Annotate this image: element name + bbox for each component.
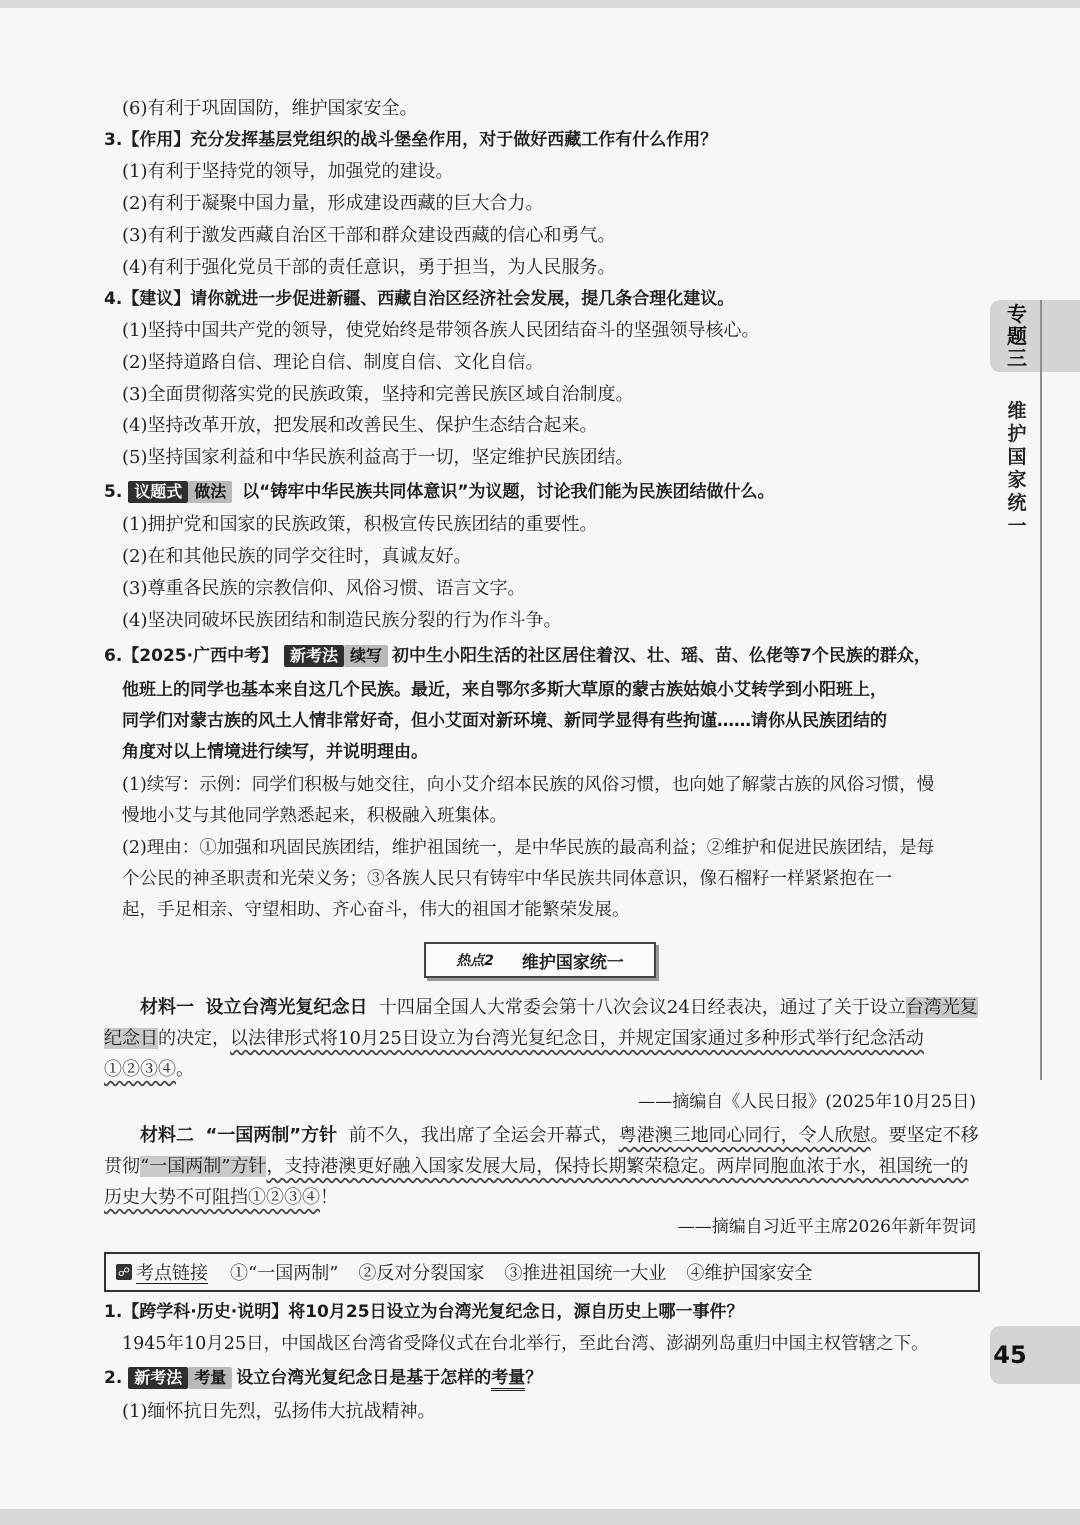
link-item-1: ①“一国两制” xyxy=(230,1263,339,1284)
q6-answer1-line-1: (1)续写：示例：同学们积极与她交往，向小艾介绍本民族的风俗习惯，也向她了解蒙古族的风俗习惯，慢 xyxy=(122,775,935,795)
link-icon: ☍ xyxy=(117,1265,131,1279)
q5-answer-1: (1)拥护党和国家的民族政策，积极宣传民族团结的重要性。 xyxy=(122,514,598,535)
section-tab xyxy=(990,300,1080,372)
q4-answer-1: (1)坚持中国共产党的领导，使党始终是带领各族人民团结奋斗的坚强领导核心。 xyxy=(122,320,760,341)
link-item-4: ④维护国家安全 xyxy=(686,1263,813,1284)
material-2-wavy-b: ，支持港澳更好融入国家发展大局，保持长期繁荣稳定。两岸同胞血浓于水，祖国统一的历史大势不可阻挡①②③④ xyxy=(104,1156,969,1208)
q5-number: 5. xyxy=(104,482,123,502)
q3-stem: 3.【作用】充分发挥基层党组织的战斗堡垒作用，对于做好西藏工作有什么作用？ xyxy=(104,130,718,150)
top-shade xyxy=(0,0,1080,8)
q4-answer-4: (4)坚持改革开放，把发展和改善民生、保护生态结合起来。 xyxy=(122,415,598,436)
material-1-heading: 设立台湾光复纪念日 xyxy=(205,997,368,1018)
q4-answer-2: (2)坚持道路自信、理论自信、制度自信、文化自信。 xyxy=(122,352,544,373)
q6-tag-new: 新考法 xyxy=(284,645,344,667)
q4-answer-5: (5)坚持国家利益和中华民族利益高于一切，坚定维护民族团结。 xyxy=(122,447,634,468)
bq2-number: 2. xyxy=(104,1368,123,1388)
side-rule xyxy=(1040,300,1042,1080)
link-item-3: ③推进祖国统一大业 xyxy=(504,1263,667,1284)
q4-answer-3: (3)全面贯彻落实党的民族政策，坚持和完善民族区域自治制度。 xyxy=(122,384,634,405)
material-1-end: 。 xyxy=(176,1059,194,1080)
material-2 xyxy=(104,1120,984,1213)
material-2-highlight: “一国两制”方针 xyxy=(140,1156,267,1177)
material-1-highlight: 台湾光复纪念日 xyxy=(104,997,978,1049)
bq2-tag-consider: 考量 xyxy=(188,1367,232,1389)
page-number-tab xyxy=(990,1326,1080,1384)
material-2-text-b: 。要坚定不移贯彻 xyxy=(104,1125,979,1177)
material-2-label: 材料二 xyxy=(140,1125,194,1146)
bq2-answer-1: (1)缅怀抗日先烈，弘扬伟大抗战精神。 xyxy=(122,1401,436,1422)
material-2-source: ——摘编自习近平主席2026年新年贺词 xyxy=(677,1217,976,1237)
q6-number: 6. xyxy=(104,646,123,666)
prev-answer-6: (6)有利于巩固国防，维护国家安全。 xyxy=(122,98,418,119)
q4-stem: 4.【建议】请你就进一步促进新疆、西藏自治区经济社会发展，提几条合理化建议。 xyxy=(104,289,735,309)
section-tab-label: 专题三 xyxy=(1007,302,1027,370)
bq1-stem: 1.【跨学科·历史·说明】将10月25日设立为台湾光复纪念日，源自历史上哪一事件？ xyxy=(104,1302,744,1322)
q3-answer-1: (1)有利于坚持党的领导，加强党的建设。 xyxy=(122,161,454,182)
material-1 xyxy=(104,992,984,1085)
q6-answer2-line-1: (2)理由：①加强和巩固民族团结，维护祖国统一，是中华民族的最高利益；②维护和促进民族团结，是每 xyxy=(122,838,935,858)
q6-stem-line-1 xyxy=(104,643,931,669)
q3-answer-4: (4)有利于强化党员干部的责任意识，勇于担当，为人民服务。 xyxy=(122,257,616,278)
link-item-2: ②反对分裂国家 xyxy=(358,1263,485,1284)
q6-stem-line-2: 他班上的同学也基本来自这几个民族。最近，来自鄂尔多斯大草原的蒙古族姑娘小艾转学到小阳班上， xyxy=(122,680,887,700)
bottom-shade xyxy=(0,1509,1080,1525)
q3-answer-3: (3)有利于激发西藏自治区干部和群众建设西藏的信心和勇气。 xyxy=(122,225,616,246)
material-1-wavy: 以法律形式将10月25日设立为台湾光复纪念日，并规定国家通过多种形式举行纪念活动①②③④ xyxy=(104,1028,924,1080)
page-number: 45 xyxy=(993,1341,1027,1369)
q5-stem-line xyxy=(104,479,775,505)
material-2-wavy-a: 粤港澳三地同心同行，令人欣慰 xyxy=(618,1125,871,1146)
hot-point-label: 热点2 xyxy=(456,953,494,969)
material-2-end: ！ xyxy=(320,1187,338,1208)
material-2-heading: “一国两制”方针 xyxy=(205,1125,338,1146)
q6-source: 【2025·广西中考】 xyxy=(122,646,279,666)
q6-tag-continue: 续写 xyxy=(344,645,388,667)
material-1-source: ——摘编自《人民日报》(2025年10月25日) xyxy=(638,1092,976,1112)
q6-answer2-line-3: 起，手足相亲、守望相助、齐心奋斗，伟大的祖国才能繁荣发展。 xyxy=(122,900,630,920)
q6-answer1-line-2: 慢地小艾与其他同学熟悉起来，积极融入班集体。 xyxy=(122,806,507,826)
q3-answer-2: (2)有利于凝聚中国力量，形成建设西藏的巨大合力。 xyxy=(122,193,544,214)
q6-answer2-line-2: 个公民的神圣职责和光荣义务；③各族人民只有铸牢中华民族共同体意识，像石榴籽一样紧紧抱在一 xyxy=(122,869,892,889)
link-box-label: 考点链接 xyxy=(136,1263,208,1284)
q6-stem-line-4: 角度对以上情境进行续写，并说明理由。 xyxy=(122,742,428,762)
material-1-text-a: 十四届全国人大常委会第十八次会议24日经表决，通过了关于设立 xyxy=(378,997,906,1018)
bq2-stem-line xyxy=(104,1365,542,1391)
hot-point-title: 维护国家统一 xyxy=(521,952,624,973)
q6-stem-line-3: 同学们对蒙古族的风土人情非常好奇，但小艾面对新环境、新同学显得有些拘谨……请你从民族团结的 xyxy=(122,711,887,731)
q6-stem-1: 初中生小阳生活的社区居住着汉、壮、瑶、苗、仫佬等7个民族的群众， xyxy=(392,646,931,666)
q5-tag-topic: 议题式 xyxy=(128,481,188,503)
bq2-stem-end: ？ xyxy=(525,1368,543,1388)
material-1-label: 材料一 xyxy=(140,997,194,1018)
q5-tag-method: 做法 xyxy=(188,481,232,503)
bq2-tag-new: 新考法 xyxy=(128,1367,188,1389)
q5-answer-4: (4)坚决同破坏民族团结和制造民族分裂的行为作斗争。 xyxy=(122,610,562,631)
q5-stem: 以“铸牢中华民族共同体意识”为议题，讨论我们能为民族团结做什么。 xyxy=(242,482,775,502)
q5-answer-3: (3)尊重各民族的宗教信仰、风俗习惯、语言文字。 xyxy=(122,578,526,599)
material-2-text-a: 前不久，我出席了全运会开幕式， xyxy=(348,1125,619,1146)
bq1-answer: 1945年10月25日，中国战区台湾省受降仪式在台北举行，至此台湾、澎湖列岛重归中国主权管辖之下。 xyxy=(122,1334,929,1354)
chapter-vertical-title: 维护国家统一 xyxy=(1007,400,1027,537)
bq2-stem-underlined: 考量 xyxy=(491,1368,525,1391)
exam-point-link-box xyxy=(104,1252,980,1292)
q5-answer-2: (2)在和其他民族的同学交往时，真诚友好。 xyxy=(122,546,472,567)
material-1-text-b: 的决定， xyxy=(158,1028,230,1049)
bq2-stem: 设立台湾光复纪念日是基于怎样的 xyxy=(236,1368,492,1388)
hot-point-heading xyxy=(424,942,656,978)
